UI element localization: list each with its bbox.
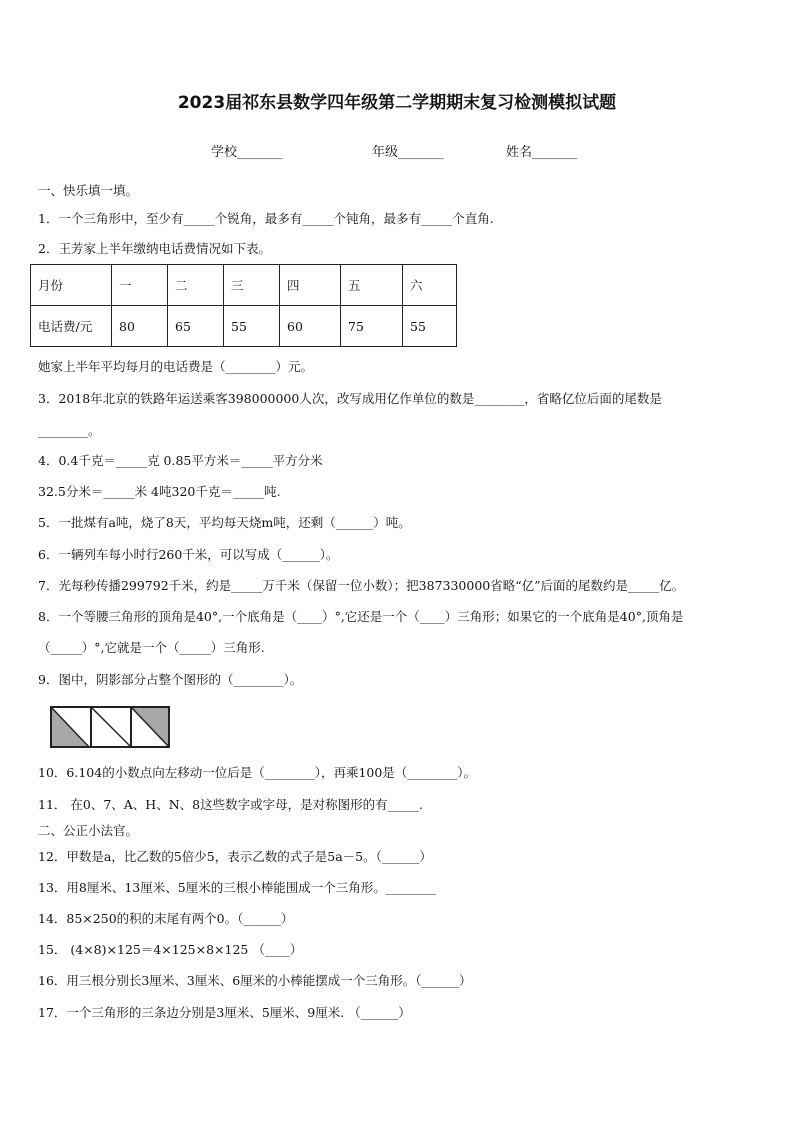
table-cell: 五 — [341, 265, 403, 306]
table-row — [31, 306, 457, 347]
table-cell: 三 — [224, 265, 280, 306]
table-cell: 月份 — [31, 265, 112, 306]
question-16: 16．用三根分别长3厘米、3厘米、6厘米的小棒能摆成一个三角形。（______） — [38, 973, 472, 988]
table-cell: 55 — [403, 306, 457, 347]
question-3: 3．2018年北京的铁路年运送乘客398000000人次，改写成用亿作单位的数是________，省略亿位后面的尾数是 — [38, 391, 662, 406]
phone-fee-table — [30, 264, 457, 347]
question-13: 13．用8厘米、13厘米、5厘米的三根小棒能围成一个三角形。________ — [38, 880, 436, 895]
table-cell: 四 — [280, 265, 341, 306]
question-15: 15． (4×8)×125＝4×125×8×125 （____） — [38, 942, 303, 957]
question-5: 5．一批煤有a吨，烧了8天，平均每天烧m吨，还剩（______）吨。 — [38, 515, 411, 530]
question-1: 1．一个三角形中，至少有_____个锐角，最多有_____个钝角，最多有_____个直角. — [38, 211, 494, 226]
table-cell: 电话费/元 — [31, 306, 112, 347]
question-7: 7．光每秒传播299792千米，约是_____万千米（保留一位小数）；把387330000省略“亿”后面的尾数约是_____亿。 — [38, 578, 685, 593]
question-2: 2．王芳家上半年缴纳电话费情况如下表。 — [38, 241, 271, 256]
table-cell: 65 — [168, 306, 224, 347]
name-field: 姓名_______ — [506, 145, 578, 160]
question-4-b: 32.5分米＝_____米 4吨320千克＝_____吨. — [38, 484, 281, 499]
table-cell: 55 — [224, 306, 280, 347]
section-1-heading: 一、快乐填一填。 — [38, 183, 139, 198]
table-cell: 60 — [280, 306, 341, 347]
shaded-figure — [50, 706, 172, 748]
diagonal — [91, 707, 131, 747]
section-2-heading: 二、公正小法官。 — [38, 823, 139, 838]
question-8: 8．一个等腰三角形的顶角是40°,一个底角是（____）°,它还是一个（____）三角形；如果它的一个底角是40°,顶角是 — [38, 609, 684, 624]
question-2-prompt: 她家上半年平均每月的电话费是（________）元。 — [38, 359, 314, 374]
table-cell: 六 — [403, 265, 457, 306]
school-field: 学校_______ — [211, 145, 283, 160]
question-9: 9．图中，阴影部分占整个图形的（________）。 — [38, 672, 303, 687]
question-14: 14．85×250的积的末尾有两个0。（______） — [38, 911, 294, 926]
grade-field: 年级_______ — [372, 145, 444, 160]
page-title: 2023届祁东县数学四年级第二学期期末复习检测模拟试题 — [177, 93, 617, 113]
question-10: 10．6.104的小数点向左移动一位后是（________），再乘100是（________）。 — [38, 765, 477, 780]
question-8-cont: （_____）°,它就是一个（_____）三角形. — [38, 640, 265, 655]
table-cell: 80 — [112, 306, 168, 347]
question-3-cont: ________。 — [38, 423, 101, 438]
table-cell: 一 — [112, 265, 168, 306]
question-6: 6．一辆列车每小时行260千米，可以写成（______）。 — [38, 547, 339, 562]
question-4-a: 4．0.4千克＝_____克 0.85平方米＝_____平方分米 — [38, 453, 323, 468]
table-cell: 二 — [168, 265, 224, 306]
table-row — [31, 265, 457, 306]
question-17: 17．一个三角形的三条边分别是3厘米、5厘米、9厘米. （______） — [38, 1005, 411, 1020]
table-cell: 75 — [341, 306, 403, 347]
question-11: 11． 在0、7、A、H、N、8这些数字或字母，是对称图形的有_____. — [38, 797, 423, 812]
question-12: 12．甲数是a，比乙数的5倍少5，表示乙数的式子是5a－5。（______） — [38, 849, 432, 864]
